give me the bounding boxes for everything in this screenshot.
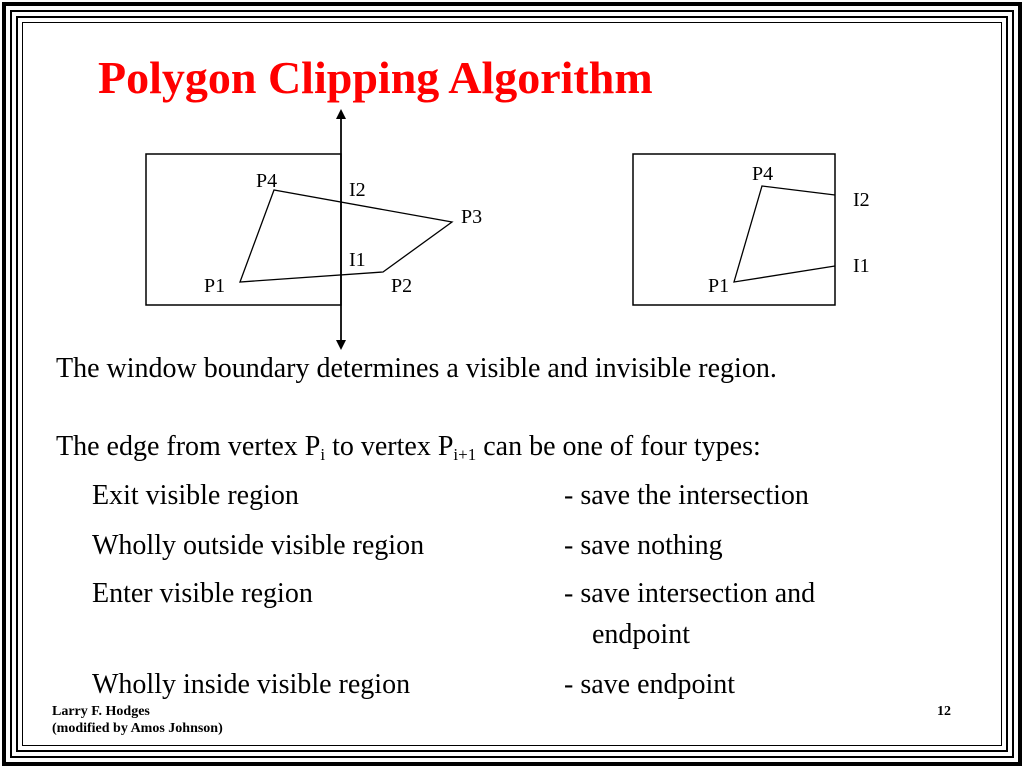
label-p3-left: P3 [461,206,483,228]
rule-action-wholly-inside: - save endpoint [564,669,736,700]
label-i2-left: I2 [349,179,366,201]
label-p4-left: P4 [256,170,278,192]
rule-action-exit-visible: - save the intersection [564,480,809,511]
label-i2-right: I2 [853,189,870,211]
rule-name-enter-visible: Enter visible region [92,578,313,609]
right-diagram [633,154,870,305]
rule-name-exit-visible: Exit visible region [92,480,299,511]
body-line-window-boundary: The window boundary determines a visible and invisible region. [56,353,777,384]
rule-action-enter-visible: - save intersection and [564,578,816,609]
footer-author: Larry F. Hodges [52,704,150,719]
footer-modified-by: (modified by Amos Johnson) [52,721,223,736]
rule-action-wholly-outside: - save nothing [564,530,723,561]
label-i1-left: I1 [349,249,366,271]
clipped-polygon-right [734,186,835,282]
slide-title: Polygon Clipping Algorithm [98,52,653,103]
rule-name-wholly-inside: Wholly inside visible region [92,669,411,700]
label-p1-right: P1 [708,275,730,297]
left-diagram [146,114,482,345]
body-line-edge-types [56,430,761,464]
rule-action-enter-visible-cont: endpoint [592,619,690,650]
edge-text-part3: can be one of four types: [476,431,761,462]
edge-text-part2: to vertex P [325,431,454,462]
label-p4-right: P4 [752,163,774,185]
rule-name-wholly-outside: Wholly outside visible region [92,530,425,561]
edge-text-part1: The edge from vertex P [56,431,321,462]
edge-subscript-i: i [320,445,326,464]
label-p2-left: P2 [391,275,413,297]
edge-subscript-i-plus-1: i+1 [453,445,477,464]
label-p1-left: P1 [204,275,226,297]
footer-page-number: 12 [937,704,951,719]
subject-polygon-left [240,190,452,282]
label-i1-right: I1 [853,255,870,277]
